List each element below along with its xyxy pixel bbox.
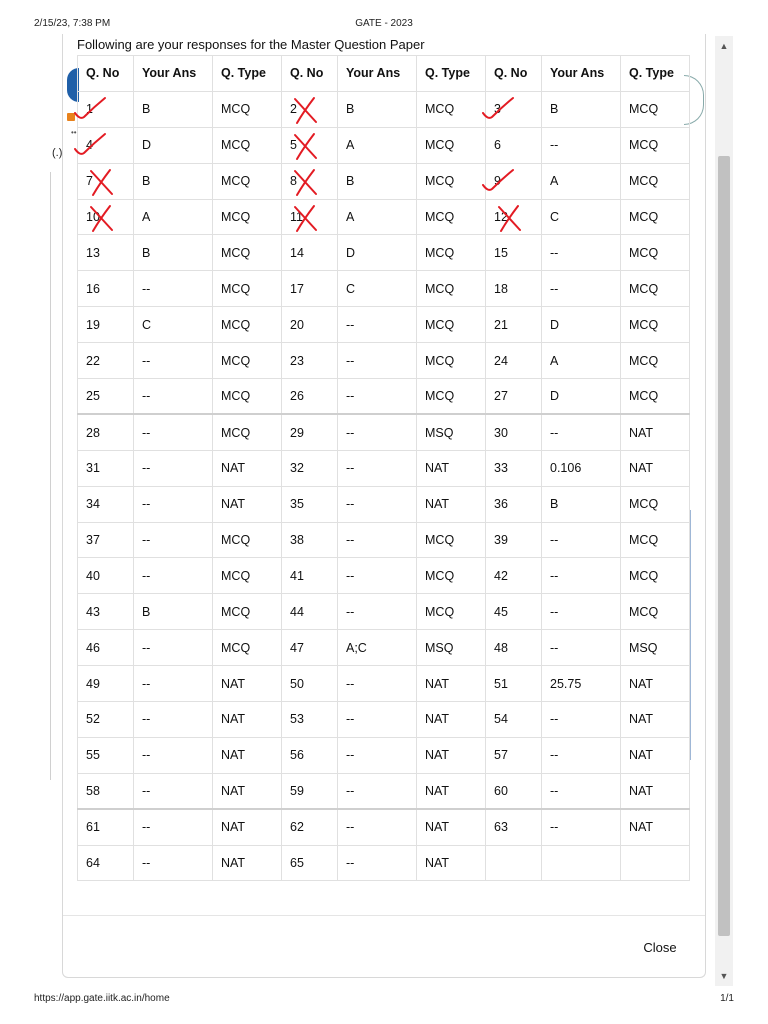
- cell-q-no: 65: [282, 845, 338, 881]
- cell-q-no: 35: [282, 486, 338, 522]
- cell-answer: A;C: [338, 630, 417, 666]
- cell-answer: D: [134, 127, 213, 163]
- table-row: [78, 845, 690, 881]
- cell-answer: --: [542, 809, 621, 845]
- background-icon-fragment: [67, 113, 75, 121]
- cross-mark-icon: [86, 167, 122, 197]
- cell-q-type: MCQ: [621, 307, 690, 343]
- print-date: 2/15/23, 7:38 PM: [34, 18, 111, 29]
- table-header-row: [78, 56, 690, 92]
- cell-q-no: 10: [78, 199, 134, 235]
- cell-q-type: NAT: [621, 666, 690, 702]
- cell-q-type: MCQ: [213, 558, 282, 594]
- cell-q-type: MCQ: [213, 271, 282, 307]
- cell-q-type: NAT: [417, 737, 486, 773]
- cell-q-no: 34: [78, 486, 134, 522]
- cell-q-type: NAT: [417, 702, 486, 738]
- cell-q-no: 56: [282, 737, 338, 773]
- cell-q-type: MCQ: [417, 558, 486, 594]
- cell-answer: --: [134, 702, 213, 738]
- header-your-ans: Your Ans: [338, 56, 417, 92]
- cell-q-no: 8: [282, 163, 338, 199]
- cell-q-no: 44: [282, 594, 338, 630]
- cell-answer: --: [542, 414, 621, 450]
- cell-q-no: 37: [78, 522, 134, 558]
- cell-q-no: 4: [78, 127, 134, 163]
- vertical-scrollbar[interactable]: [715, 36, 733, 986]
- cell-answer: --: [338, 558, 417, 594]
- table-row: [78, 450, 690, 486]
- cell-q-type: MCQ: [621, 127, 690, 163]
- table-row: [78, 522, 690, 558]
- cell-q-type: MCQ: [213, 343, 282, 379]
- cell-answer: --: [542, 558, 621, 594]
- header-q-no: Q. No: [486, 56, 542, 92]
- cell-q-no: 36: [486, 486, 542, 522]
- background-paren-text: (.): [52, 147, 63, 159]
- print-header: [34, 18, 734, 32]
- cell-q-type: MCQ: [213, 199, 282, 235]
- cell-q-type: NAT: [621, 702, 690, 738]
- cell-q-type: MCQ: [621, 235, 690, 271]
- header-q-no: Q. No: [282, 56, 338, 92]
- cell-q-type: NAT: [213, 486, 282, 522]
- print-page-count: 1/1: [720, 993, 734, 1004]
- cell-answer: --: [542, 773, 621, 809]
- cell-answer: --: [134, 450, 213, 486]
- cell-answer: --: [542, 702, 621, 738]
- cell-q-no: 20: [282, 307, 338, 343]
- table-row: [78, 307, 690, 343]
- scroll-up-icon[interactable]: ▲: [719, 41, 729, 51]
- cell-answer: D: [542, 379, 621, 415]
- cell-answer: --: [134, 737, 213, 773]
- cell-q-no: 17: [282, 271, 338, 307]
- cell-answer: [542, 845, 621, 881]
- cell-answer: --: [542, 630, 621, 666]
- cell-answer: --: [338, 666, 417, 702]
- cell-q-no: 43: [78, 594, 134, 630]
- cell-answer: A: [338, 199, 417, 235]
- cross-mark-icon: [86, 203, 122, 233]
- cell-q-no: 45: [486, 594, 542, 630]
- cell-q-no: 50: [282, 666, 338, 702]
- cell-q-no: 41: [282, 558, 338, 594]
- cell-q-type: NAT: [213, 845, 282, 881]
- cell-answer: --: [542, 235, 621, 271]
- cell-answer: --: [338, 379, 417, 415]
- cell-q-no: 60: [486, 773, 542, 809]
- cell-q-type: NAT: [417, 666, 486, 702]
- cell-answer: B: [134, 163, 213, 199]
- responses-table: [77, 55, 690, 881]
- cell-answer: D: [338, 235, 417, 271]
- check-mark-icon: [72, 95, 108, 125]
- check-mark-icon: [480, 167, 516, 197]
- cell-answer: B: [338, 91, 417, 127]
- cell-answer: --: [134, 343, 213, 379]
- cell-answer: C: [134, 307, 213, 343]
- cell-answer: --: [338, 594, 417, 630]
- cell-answer: --: [542, 127, 621, 163]
- cell-q-type: NAT: [621, 737, 690, 773]
- scroll-thumb[interactable]: [718, 156, 730, 936]
- cell-q-type: MCQ: [213, 594, 282, 630]
- check-mark-icon: [480, 95, 516, 125]
- cell-answer: --: [338, 307, 417, 343]
- cell-answer: B: [134, 91, 213, 127]
- cell-answer: B: [338, 163, 417, 199]
- print-footer: [34, 993, 734, 1007]
- cell-q-no: 38: [282, 522, 338, 558]
- table-row: [78, 271, 690, 307]
- cell-q-no: 51: [486, 666, 542, 702]
- cell-q-no: 11: [282, 199, 338, 235]
- table-row: [78, 235, 690, 271]
- cell-q-no: 64: [78, 845, 134, 881]
- cell-q-type: MCQ: [213, 235, 282, 271]
- header-q-type: Q. Type: [417, 56, 486, 92]
- cell-q-type: MSQ: [417, 630, 486, 666]
- cell-answer: --: [134, 486, 213, 522]
- cell-q-type: MCQ: [621, 379, 690, 415]
- cell-answer: --: [134, 522, 213, 558]
- cell-answer: --: [338, 809, 417, 845]
- cell-q-no: 5: [282, 127, 338, 163]
- cell-q-no: 23: [282, 343, 338, 379]
- cell-q-no: 46: [78, 630, 134, 666]
- cell-q-type: NAT: [213, 737, 282, 773]
- cell-q-no: 33: [486, 450, 542, 486]
- header-your-ans: Your Ans: [542, 56, 621, 92]
- cell-q-type: MCQ: [621, 271, 690, 307]
- cell-q-no: 18: [486, 271, 542, 307]
- cell-q-no: 24: [486, 343, 542, 379]
- table-row: [78, 343, 690, 379]
- table-row: [78, 486, 690, 522]
- cell-q-no: 28: [78, 414, 134, 450]
- cell-q-type: NAT: [621, 414, 690, 450]
- table-row: [78, 199, 690, 235]
- cell-q-no: 61: [78, 809, 134, 845]
- header-your-ans: Your Ans: [134, 56, 213, 92]
- cell-answer: --: [338, 702, 417, 738]
- cell-q-type: MCQ: [621, 163, 690, 199]
- table-row: [78, 163, 690, 199]
- cross-mark-icon: [290, 131, 326, 161]
- cell-q-type: MCQ: [213, 522, 282, 558]
- table-row: [78, 630, 690, 666]
- cell-answer: C: [542, 199, 621, 235]
- check-mark-icon: [72, 131, 108, 161]
- cell-answer: --: [338, 414, 417, 450]
- header-q-type: Q. Type: [213, 56, 282, 92]
- table-row: [78, 127, 690, 163]
- cell-q-no: 6: [486, 127, 542, 163]
- cell-q-type: MCQ: [621, 558, 690, 594]
- cell-q-type: MCQ: [417, 199, 486, 235]
- cell-answer: B: [134, 235, 213, 271]
- cell-q-type: MCQ: [213, 414, 282, 450]
- cell-q-type: MCQ: [417, 163, 486, 199]
- table-row: [78, 558, 690, 594]
- cell-q-no: 12: [486, 199, 542, 235]
- cell-q-no: 54: [486, 702, 542, 738]
- cell-answer: --: [338, 486, 417, 522]
- cell-answer: A: [542, 343, 621, 379]
- table-row: [78, 666, 690, 702]
- modal-footer-divider: [63, 915, 705, 916]
- cell-q-type: NAT: [417, 773, 486, 809]
- cell-q-no: 52: [78, 702, 134, 738]
- cell-answer: --: [542, 737, 621, 773]
- table-row: [78, 737, 690, 773]
- responses-heading: Following are your responses for the Master Question Paper: [77, 37, 425, 52]
- cell-q-no: 13: [78, 235, 134, 271]
- cell-answer: 0.106: [542, 450, 621, 486]
- cell-answer: --: [134, 773, 213, 809]
- scroll-down-icon[interactable]: ▼: [719, 971, 729, 981]
- cell-q-no: 63: [486, 809, 542, 845]
- cell-answer: --: [134, 666, 213, 702]
- cell-q-no: 59: [282, 773, 338, 809]
- cell-answer: --: [134, 630, 213, 666]
- table-row: [78, 594, 690, 630]
- table-row: [78, 702, 690, 738]
- header-q-no: Q. No: [78, 56, 134, 92]
- cell-q-no: 26: [282, 379, 338, 415]
- cell-q-no: 55: [78, 737, 134, 773]
- cell-q-no: 29: [282, 414, 338, 450]
- cell-q-type: MCQ: [417, 307, 486, 343]
- cell-answer: --: [134, 558, 213, 594]
- cell-q-no: 2: [282, 91, 338, 127]
- cell-q-type: MCQ: [417, 235, 486, 271]
- cell-answer: --: [338, 450, 417, 486]
- cross-mark-icon: [290, 203, 326, 233]
- cell-q-type: NAT: [621, 450, 690, 486]
- cell-q-no: 40: [78, 558, 134, 594]
- cell-q-no: 30: [486, 414, 542, 450]
- cell-answer: --: [542, 522, 621, 558]
- cell-q-type: MCQ: [417, 343, 486, 379]
- cell-q-type: MCQ: [213, 379, 282, 415]
- cell-q-type: NAT: [213, 702, 282, 738]
- background-page-edge: [50, 172, 51, 780]
- background-text-fragment: ••: [71, 128, 77, 137]
- cell-q-no: 19: [78, 307, 134, 343]
- cell-answer: --: [338, 522, 417, 558]
- cell-answer: --: [338, 737, 417, 773]
- cell-q-type: MCQ: [417, 91, 486, 127]
- cell-q-type: MCQ: [417, 379, 486, 415]
- cell-q-type: NAT: [213, 450, 282, 486]
- cell-q-type: MCQ: [621, 343, 690, 379]
- cell-q-no: 14: [282, 235, 338, 271]
- cell-q-type: MCQ: [417, 522, 486, 558]
- cell-q-type: MCQ: [621, 199, 690, 235]
- cell-q-no: 48: [486, 630, 542, 666]
- cell-q-no: 58: [78, 773, 134, 809]
- cell-q-no: 57: [486, 737, 542, 773]
- cell-answer: --: [338, 773, 417, 809]
- close-button[interactable]: Close: [630, 936, 690, 958]
- cell-q-type: MCQ: [213, 163, 282, 199]
- cell-answer: D: [542, 307, 621, 343]
- cell-answer: 25.75: [542, 666, 621, 702]
- cell-answer: --: [542, 594, 621, 630]
- table-row: [78, 773, 690, 809]
- cell-answer: B: [134, 594, 213, 630]
- cell-q-type: NAT: [621, 773, 690, 809]
- cell-answer: --: [134, 809, 213, 845]
- cell-answer: --: [134, 271, 213, 307]
- cell-q-type: NAT: [417, 486, 486, 522]
- cell-q-no: 21: [486, 307, 542, 343]
- cell-answer: A: [338, 127, 417, 163]
- cell-q-type: MCQ: [621, 486, 690, 522]
- cell-q-type: MCQ: [621, 522, 690, 558]
- cell-answer: B: [542, 91, 621, 127]
- cell-q-no: 1: [78, 91, 134, 127]
- header-q-type: Q. Type: [621, 56, 690, 92]
- cell-q-type: MSQ: [417, 414, 486, 450]
- cell-q-type: NAT: [417, 845, 486, 881]
- print-url: https://app.gate.iitk.ac.in/home: [34, 993, 170, 1004]
- cell-q-type: MCQ: [621, 91, 690, 127]
- cell-q-no: 32: [282, 450, 338, 486]
- cell-q-no: 62: [282, 809, 338, 845]
- cell-q-type: NAT: [621, 809, 690, 845]
- cell-q-no: 9: [486, 163, 542, 199]
- cell-q-no: 16: [78, 271, 134, 307]
- cell-q-type: MCQ: [213, 127, 282, 163]
- cell-answer: --: [134, 379, 213, 415]
- cell-q-type: MCQ: [417, 271, 486, 307]
- cell-q-no: 47: [282, 630, 338, 666]
- cell-q-no: 25: [78, 379, 134, 415]
- cell-q-type: NAT: [417, 450, 486, 486]
- cell-q-type: NAT: [213, 773, 282, 809]
- cell-q-no: 27: [486, 379, 542, 415]
- table-body: [78, 91, 690, 881]
- cell-answer: B: [542, 486, 621, 522]
- cell-q-type: NAT: [417, 809, 486, 845]
- cell-q-no: 31: [78, 450, 134, 486]
- cell-q-type: MCQ: [417, 594, 486, 630]
- cell-q-type: MSQ: [621, 630, 690, 666]
- cell-q-no: 7: [78, 163, 134, 199]
- cell-q-type: MCQ: [417, 127, 486, 163]
- cell-q-type: [621, 845, 690, 881]
- cell-q-no: 15: [486, 235, 542, 271]
- cell-answer: A: [134, 199, 213, 235]
- cell-q-type: MCQ: [621, 594, 690, 630]
- cell-q-no: 42: [486, 558, 542, 594]
- cross-mark-icon: [290, 167, 326, 197]
- cell-answer: --: [134, 845, 213, 881]
- cell-q-type: MCQ: [213, 307, 282, 343]
- table-row: [78, 414, 690, 450]
- cell-q-no: 49: [78, 666, 134, 702]
- cell-q-no: 39: [486, 522, 542, 558]
- table-row: [78, 809, 690, 845]
- cell-answer: --: [542, 271, 621, 307]
- cell-q-no: 53: [282, 702, 338, 738]
- cell-q-no: 3: [486, 91, 542, 127]
- cell-q-no: 22: [78, 343, 134, 379]
- table-row: [78, 379, 690, 415]
- cell-q-type: NAT: [213, 809, 282, 845]
- cell-answer: C: [338, 271, 417, 307]
- cell-q-type: MCQ: [213, 91, 282, 127]
- cell-q-type: NAT: [213, 666, 282, 702]
- cross-mark-icon: [494, 203, 530, 233]
- print-title: GATE - 2023: [355, 18, 413, 29]
- cell-q-type: MCQ: [213, 630, 282, 666]
- cell-q-no: [486, 845, 542, 881]
- cross-mark-icon: [290, 95, 326, 125]
- cell-answer: --: [338, 845, 417, 881]
- table-row: [78, 91, 690, 127]
- cell-answer: --: [134, 414, 213, 450]
- cell-answer: A: [542, 163, 621, 199]
- cell-answer: --: [338, 343, 417, 379]
